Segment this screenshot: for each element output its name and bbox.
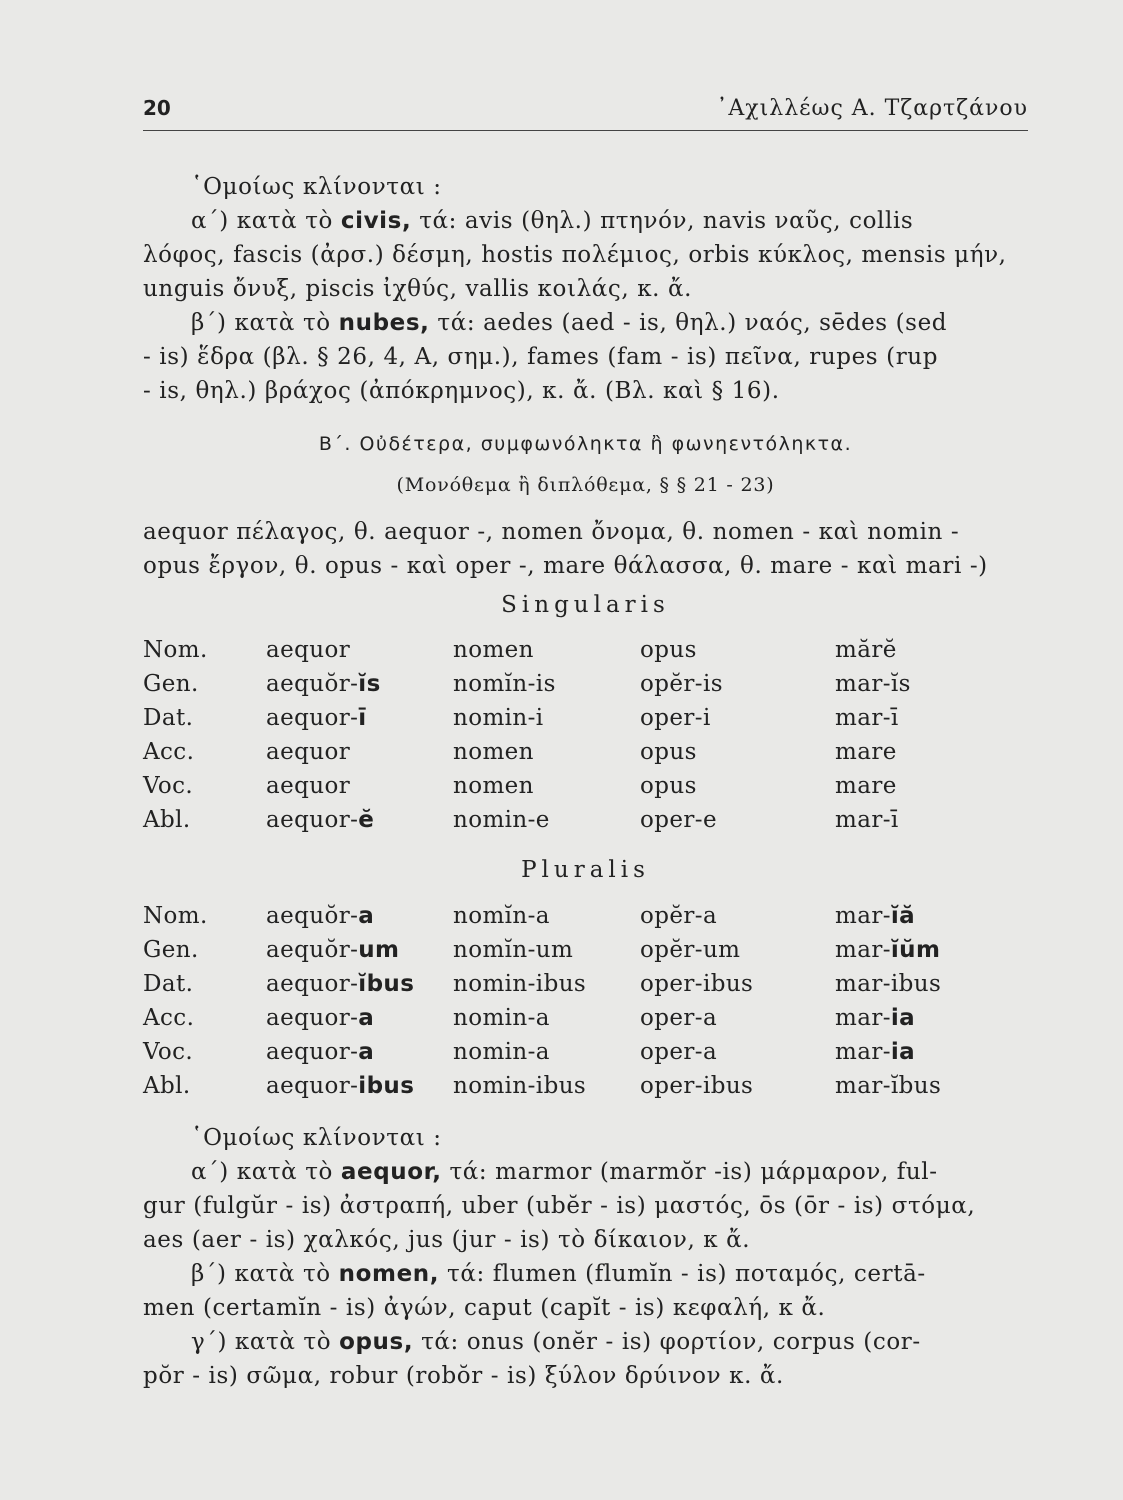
aequor-stem: aequor- bbox=[266, 971, 359, 997]
aequor-ending: a bbox=[358, 1005, 375, 1031]
intro-a-line-3: unguis ὄνυξ, piscis ἰχθύς, vallis κοιλάς, κ. ἄ. bbox=[143, 276, 693, 302]
outro-a-prefix: α΄) κατὰ τὸ bbox=[191, 1159, 341, 1185]
table-row bbox=[143, 937, 1028, 971]
opus-form: oper-i bbox=[640, 705, 711, 731]
mare-stem: mar- bbox=[835, 903, 891, 929]
outro-b-keyword: nomen, bbox=[338, 1261, 440, 1287]
intro-a-line-1 bbox=[143, 204, 1028, 238]
mare-ending: ĭŭm bbox=[890, 937, 941, 963]
aequor-form bbox=[266, 971, 414, 997]
mare-stem: mar-ī bbox=[835, 705, 899, 731]
opus-form: oper-ibus bbox=[640, 1073, 754, 1099]
intro-a-keyword: civis, bbox=[340, 208, 412, 234]
opus-form: opus bbox=[640, 739, 697, 765]
opus-form: opĕr-is bbox=[640, 671, 723, 697]
aequor-ending: um bbox=[358, 937, 400, 963]
table-row bbox=[143, 1039, 1028, 1073]
page-header bbox=[143, 96, 1028, 136]
mare-ending: ia bbox=[890, 1039, 916, 1065]
case-label: Nom. bbox=[143, 903, 208, 929]
mare-form bbox=[835, 671, 911, 697]
subsection-heading: Β΄. Οὐδέτερα, συμφωνόληκτα ἢ φωνηεντόληκτα. bbox=[318, 433, 853, 455]
mare-form bbox=[835, 705, 899, 731]
intro-b-keyword: nubes, bbox=[338, 310, 430, 336]
aequor-ending: ĭs bbox=[358, 671, 381, 697]
aequor-form bbox=[266, 1005, 374, 1031]
intro-b-line-3: - is, θηλ.) βράχος (ἀπόκρημνος), κ. ἄ. (Βλ. καὶ § 16). bbox=[143, 378, 780, 404]
nomen-form: nomin-e bbox=[453, 807, 550, 833]
intro-b-prefix: β΄) κατὰ τὸ bbox=[191, 310, 339, 336]
aequor-form bbox=[266, 807, 374, 833]
running-head: ᾿Αχιλλέως Α. Τζαρτζάνου bbox=[716, 96, 1028, 121]
table-row bbox=[143, 1005, 1028, 1039]
opus-form: oper-e bbox=[640, 807, 717, 833]
aequor-stem: aequor- bbox=[266, 705, 359, 731]
opus-form: opĕr-a bbox=[640, 903, 718, 929]
mare-form bbox=[835, 807, 899, 833]
aequor-form bbox=[266, 937, 399, 963]
case-label: Acc. bbox=[143, 739, 195, 765]
aequor-stem: aequor- bbox=[266, 1073, 359, 1099]
aequor-form bbox=[266, 637, 350, 663]
outro-b-line-1 bbox=[143, 1257, 1028, 1291]
subsection-body bbox=[143, 515, 1028, 583]
mare-stem: mar-ī bbox=[835, 807, 899, 833]
intro-b-line-2: - is) ἕδρα (βλ. § 26, 4, Α, σημ.), fames (fam - is) πεῖνα, rupes (rup bbox=[143, 344, 939, 370]
outro-a-line-3: aes (aer - is) χαλκός, jus (jur - is) τὸ δίκαιον, κ ἄ. bbox=[143, 1227, 751, 1253]
opus-form: opus bbox=[640, 773, 697, 799]
aequor-stem: aequor bbox=[266, 739, 351, 765]
mare-stem: mare bbox=[835, 739, 897, 765]
nomen-form: nomin-a bbox=[453, 1039, 550, 1065]
case-label: Nom. bbox=[143, 637, 208, 663]
mare-stem: mar-ibus bbox=[835, 971, 942, 997]
header-rule bbox=[143, 130, 1028, 131]
mare-stem: mare bbox=[835, 773, 897, 799]
case-label: Acc. bbox=[143, 1005, 195, 1031]
opus-form: oper-a bbox=[640, 1039, 718, 1065]
aequor-ending: a bbox=[358, 1039, 375, 1065]
aequor-form bbox=[266, 1073, 414, 1099]
table-row bbox=[143, 637, 1028, 671]
intro-a-prefix: α΄) κατὰ τὸ bbox=[191, 208, 341, 234]
aequor-stem: aequŏr- bbox=[266, 903, 359, 929]
aequor-ending: a bbox=[358, 903, 375, 929]
mare-form bbox=[835, 739, 897, 765]
aequor-stem: aequor- bbox=[266, 1039, 359, 1065]
mare-form bbox=[835, 1005, 915, 1031]
table-row bbox=[143, 903, 1028, 937]
nomen-form: nomen bbox=[453, 773, 534, 799]
intro-a-line-2: λόφος, fascis (ἀρσ.) δέσμη, hostis πολέμιος, orbis κύκλος, mensis μήν, bbox=[143, 242, 1007, 268]
outro-section bbox=[143, 1121, 1028, 1393]
nomen-form: nomĭn-um bbox=[453, 937, 574, 963]
outro-a-line-1 bbox=[143, 1155, 1028, 1189]
aequor-stem: aequor- bbox=[266, 807, 359, 833]
mare-stem: mar- bbox=[835, 1005, 891, 1031]
subsection-line-2: opus ἔργον, θ. opus - καὶ oper -, mare θάλασσα, θ. mare - καὶ mari -) bbox=[143, 553, 988, 579]
case-label: Voc. bbox=[143, 1039, 194, 1065]
case-label: Gen. bbox=[143, 937, 199, 963]
outro-c-keyword: opus, bbox=[339, 1329, 414, 1355]
nomen-form: nomin-ibus bbox=[453, 971, 587, 997]
mare-stem: mar-ĭs bbox=[835, 671, 911, 697]
opus-form: oper-a bbox=[640, 1005, 718, 1031]
mare-stem: mar- bbox=[835, 1039, 891, 1065]
mare-form bbox=[835, 637, 897, 663]
mare-stem: mar-ĭbus bbox=[835, 1073, 942, 1099]
table-row bbox=[143, 773, 1028, 807]
aequor-stem: aequŏr- bbox=[266, 937, 359, 963]
pluralis-table bbox=[143, 903, 1028, 1107]
nomen-form: nomin-i bbox=[453, 705, 544, 731]
opus-form: oper-ibus bbox=[640, 971, 754, 997]
pluralis-title: Pluralis bbox=[521, 857, 650, 883]
table-row bbox=[143, 671, 1028, 705]
aequor-ending: ĭbus bbox=[358, 971, 415, 997]
aequor-ending: ĕ bbox=[358, 807, 375, 833]
mare-stem: mar- bbox=[835, 937, 891, 963]
table-row bbox=[143, 807, 1028, 841]
outro-a-keyword: aequor, bbox=[340, 1159, 442, 1185]
table-row bbox=[143, 1073, 1028, 1107]
singularis-table bbox=[143, 637, 1028, 841]
aequor-form bbox=[266, 773, 350, 799]
table-row bbox=[143, 739, 1028, 773]
mare-ending: ĭă bbox=[890, 903, 916, 929]
aequor-stem: aequor bbox=[266, 637, 351, 663]
nomen-form: nomin-ibus bbox=[453, 1073, 587, 1099]
mare-form bbox=[835, 903, 915, 929]
table-row bbox=[143, 705, 1028, 739]
page-number: 20 bbox=[143, 96, 171, 120]
case-label: Dat. bbox=[143, 971, 194, 997]
aequor-form bbox=[266, 739, 350, 765]
aequor-stem: aequŏr- bbox=[266, 671, 359, 697]
aequor-ending: ibus bbox=[358, 1073, 415, 1099]
outro-a-line-2: gur (fulgŭr - is) ἀστραπή, uber (ubĕr - is) μαστός, ōs (ōr - is) στόμα, bbox=[143, 1193, 976, 1219]
aequor-stem: aequor- bbox=[266, 1005, 359, 1031]
outro-b-prefix: β΄) κατὰ τὸ bbox=[191, 1261, 339, 1287]
outro-c-line-2: pŏr - is) σῶμα, robur (robŏr - is) ξύλον δρύινον κ. ἄ. bbox=[143, 1363, 784, 1389]
case-label: Abl. bbox=[143, 1073, 191, 1099]
aequor-form bbox=[266, 671, 381, 697]
nomen-form: nomen bbox=[453, 637, 534, 663]
intro-b-line-1 bbox=[143, 306, 1028, 340]
subsection-note: (Μονόθεμα ἢ διπλόθεμα, § § 21 - 23) bbox=[396, 474, 775, 496]
outro-c-prefix: γ΄) κατὰ τὸ bbox=[191, 1329, 340, 1355]
mare-ending: ia bbox=[890, 1005, 916, 1031]
outro-heading: ῾Ομοίως κλίνονται : bbox=[191, 1125, 442, 1151]
nomen-form: nomin-a bbox=[453, 1005, 550, 1031]
subsection-line-1: aequor πέλαγος, θ. aequor -, nomen ὄνομα, θ. nomen - καὶ nomin - bbox=[143, 519, 960, 545]
aequor-stem: aequor bbox=[266, 773, 351, 799]
nomen-form: nomĭn-a bbox=[453, 903, 550, 929]
outro-a-rest: τά: marmor (marmŏr -is) μάρμαρον, ful- bbox=[441, 1159, 938, 1185]
mare-form bbox=[835, 1073, 941, 1099]
intro-heading: ῾Ομοίως κλίνονται : bbox=[191, 174, 442, 200]
case-label: Dat. bbox=[143, 705, 194, 731]
case-label: Abl. bbox=[143, 807, 191, 833]
table-row bbox=[143, 971, 1028, 1005]
mare-form bbox=[835, 971, 941, 997]
intro-a-rest: τά: avis (θηλ.) πτηνόν, navis ναῦς, collis bbox=[411, 208, 914, 234]
outro-c-rest: τά: onus (onĕr - is) φορτίον, corpus (cor- bbox=[413, 1329, 921, 1355]
case-label: Voc. bbox=[143, 773, 194, 799]
aequor-ending: ī bbox=[358, 705, 367, 731]
mare-stem: mărĕ bbox=[835, 637, 897, 663]
aequor-form bbox=[266, 903, 374, 929]
case-label: Gen. bbox=[143, 671, 199, 697]
opus-form: opĕr-um bbox=[640, 937, 741, 963]
intro-b-rest: τά: aedes (aed - is, θηλ.) ναός, sēdes (sed bbox=[429, 310, 948, 336]
outro-b-line-2: men (certamĭn - is) ἀγών, caput (capĭt - is) κεφαλή, κ ἄ. bbox=[143, 1295, 826, 1321]
singularis-title: Singularis bbox=[501, 592, 670, 618]
aequor-form bbox=[266, 1039, 374, 1065]
outro-b-rest: τά: flumen (flumĭn - is) ποταμός, certā- bbox=[439, 1261, 926, 1287]
intro-section bbox=[143, 170, 1028, 408]
nomen-form: nomĭn-is bbox=[453, 671, 556, 697]
mare-form bbox=[835, 937, 940, 963]
opus-form: opus bbox=[640, 637, 697, 663]
mare-form bbox=[835, 1039, 915, 1065]
mare-form bbox=[835, 773, 897, 799]
nomen-form: nomen bbox=[453, 739, 534, 765]
outro-c-line-1 bbox=[143, 1325, 1028, 1359]
aequor-form bbox=[266, 705, 367, 731]
